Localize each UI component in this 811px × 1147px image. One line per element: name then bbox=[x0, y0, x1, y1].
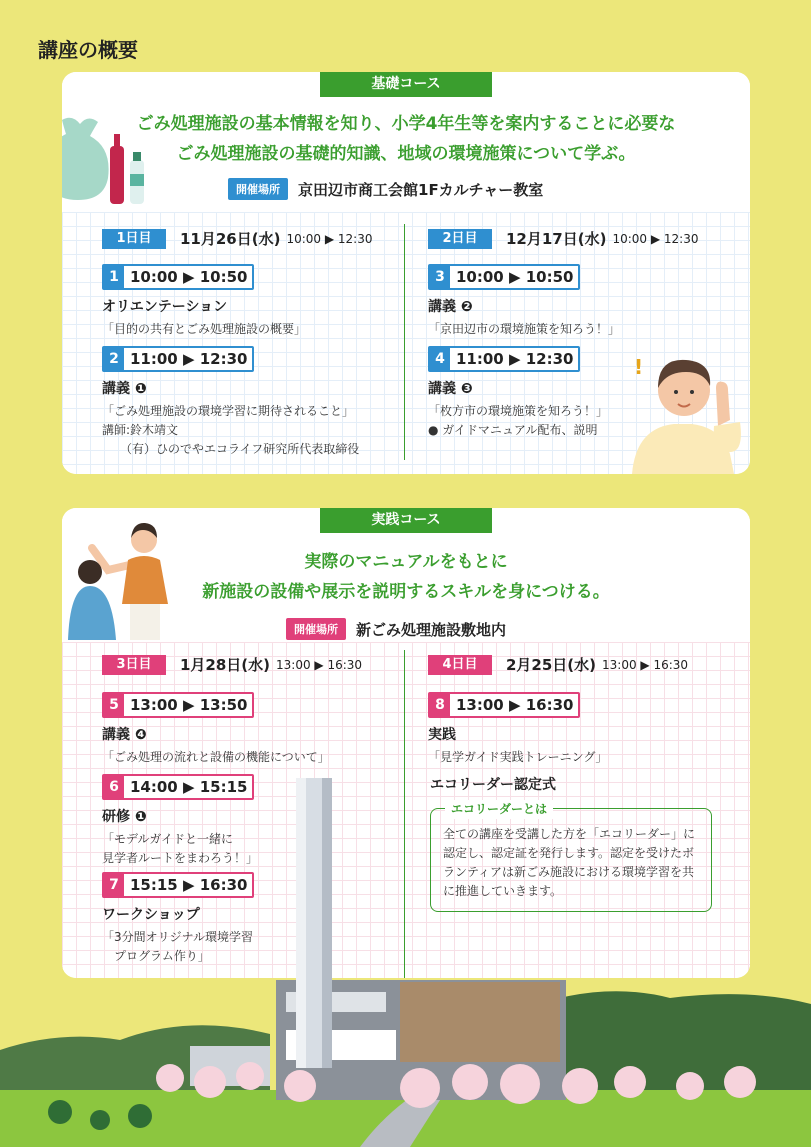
session-number: 8 bbox=[430, 694, 450, 716]
session-4 bbox=[428, 346, 608, 440]
session-number: 1 bbox=[104, 266, 124, 288]
page-title: 講座の概要 bbox=[38, 38, 138, 62]
session-description: 「モデルガイドと一緒に 見学者ルートをまわろう！」 bbox=[102, 832, 259, 865]
session-number: 4 bbox=[430, 348, 450, 370]
column-divider bbox=[404, 224, 405, 460]
cert-info-box bbox=[430, 802, 712, 912]
session-description: 「枚方市の環境施策を知ろう！」 ● ガイドマニュアル配布、説明 bbox=[428, 404, 609, 437]
session-title: 講義 ❸ bbox=[428, 381, 473, 397]
session-2 bbox=[102, 346, 359, 459]
day-date: 11月26日(水) bbox=[180, 230, 281, 248]
session-time: 15:15 ▶ 16:30 bbox=[130, 876, 248, 894]
session-1 bbox=[102, 264, 306, 339]
session-time: 11:00 ▶ 12:30 bbox=[456, 350, 574, 368]
practice-course-badge: 実践コース bbox=[320, 508, 492, 533]
session-description: 「目的の共有とごみ処理施設の概要」 bbox=[102, 322, 307, 336]
day3-row bbox=[102, 654, 362, 675]
day-tag: 1日目 bbox=[102, 229, 166, 249]
day4-row bbox=[428, 654, 688, 675]
day-date: 1月28日(水) bbox=[180, 656, 271, 674]
session-5 bbox=[102, 692, 330, 767]
session-title: オリエンテーション bbox=[102, 299, 228, 315]
day-tag: 3日目 bbox=[102, 655, 166, 675]
day-tag: 2日目 bbox=[428, 229, 492, 249]
cert-text: 全ての講座を受講した方を「エコリーダー」に認定し、認定証を発行します。認定を受けたボランティアは新ごみ施設における環境学習を共に推進していきます。 bbox=[443, 827, 696, 898]
session-6 bbox=[102, 774, 258, 868]
svg-text:!: ! bbox=[634, 355, 644, 379]
session-title: 講義 ❹ bbox=[102, 727, 147, 743]
day-time: 13:00 ▶ 16:30 bbox=[602, 657, 689, 672]
session-title: 研修 ❶ bbox=[102, 809, 147, 825]
cert-title: エコリーダー認定式 bbox=[430, 777, 556, 793]
session-description: 「京田辺市の環境施策を知ろう！」 bbox=[428, 322, 621, 336]
cert-label: エコリーダーとは bbox=[445, 800, 553, 819]
day1-row bbox=[102, 228, 373, 249]
session-number: 2 bbox=[104, 348, 124, 370]
session-7 bbox=[102, 872, 254, 966]
basic-course-card bbox=[62, 72, 750, 474]
practice-course-card bbox=[62, 508, 750, 978]
facility-landscape-illustration bbox=[0, 970, 811, 1147]
session-title: 講義 ❷ bbox=[428, 299, 473, 315]
venue-name: 新ごみ処理施設敷地内 bbox=[356, 620, 507, 639]
day-date: 2月25日(水) bbox=[506, 656, 597, 674]
column-divider bbox=[404, 650, 405, 978]
session-title: 講義 ❶ bbox=[102, 381, 147, 397]
session-number: 3 bbox=[430, 266, 450, 288]
day-time: 10:00 ▶ 12:30 bbox=[286, 231, 373, 246]
session-time: 10:00 ▶ 10:50 bbox=[456, 268, 574, 286]
person-pointing-illustration bbox=[632, 352, 750, 474]
day-time: 10:00 ▶ 12:30 bbox=[612, 231, 699, 246]
basic-lead-line2: ごみ処理施設の基礎的知識、地域の環境施策について学ぶ。 bbox=[176, 144, 636, 164]
session-time: 13:00 ▶ 13:50 bbox=[130, 696, 248, 714]
venue-tag: 開催場所 bbox=[286, 618, 346, 640]
session-title: ワークショップ bbox=[102, 907, 200, 923]
session-number: 6 bbox=[104, 776, 124, 798]
session-8 bbox=[428, 692, 607, 767]
basic-course-badge: 基礎コース bbox=[320, 72, 492, 97]
session-description: 「ごみ処理の流れと設備の機能について」 bbox=[102, 750, 330, 764]
session-time: 11:00 ▶ 12:30 bbox=[130, 350, 248, 368]
day2-row bbox=[428, 228, 699, 249]
venue-tag: 開催場所 bbox=[228, 178, 288, 200]
venue-name: 京田辺市商工会館1Fカルチャー教室 bbox=[298, 180, 544, 199]
eco-leader-certification bbox=[430, 774, 712, 912]
session-time: 14:00 ▶ 15:15 bbox=[130, 778, 248, 796]
day-date: 12月17日(水) bbox=[506, 230, 607, 248]
session-description: 「3分間オリジナル環境学習 プログラム作り」 bbox=[102, 930, 254, 963]
session-number: 7 bbox=[104, 874, 124, 896]
day-tag: 4日目 bbox=[428, 655, 492, 675]
practice-lead-line2: 新施設の設備や展示を説明するスキルを身につける。 bbox=[202, 582, 610, 602]
session-time: 10:00 ▶ 10:50 bbox=[130, 268, 248, 286]
session-3 bbox=[428, 264, 620, 339]
session-description: 「ごみ処理施設の環境学習に期待されること」 講師:鈴木靖文 （有）ひのでやエコライフ研究所代表取締役 bbox=[102, 404, 360, 456]
day-time: 13:00 ▶ 16:30 bbox=[276, 657, 363, 672]
chimney-tower-illustration bbox=[294, 778, 334, 1068]
session-number: 5 bbox=[104, 694, 124, 716]
session-description: 「見学ガイド実践トレーニング」 bbox=[428, 750, 608, 764]
practice-lead-line1: 実際のマニュアルをもとに bbox=[304, 552, 508, 572]
session-title: 実践 bbox=[428, 727, 456, 743]
session-time: 13:00 ▶ 16:30 bbox=[456, 696, 574, 714]
basic-lead-line1: ごみ処理施設の基本情報を知り、小学4年生等を案内することに必要な bbox=[136, 114, 676, 134]
